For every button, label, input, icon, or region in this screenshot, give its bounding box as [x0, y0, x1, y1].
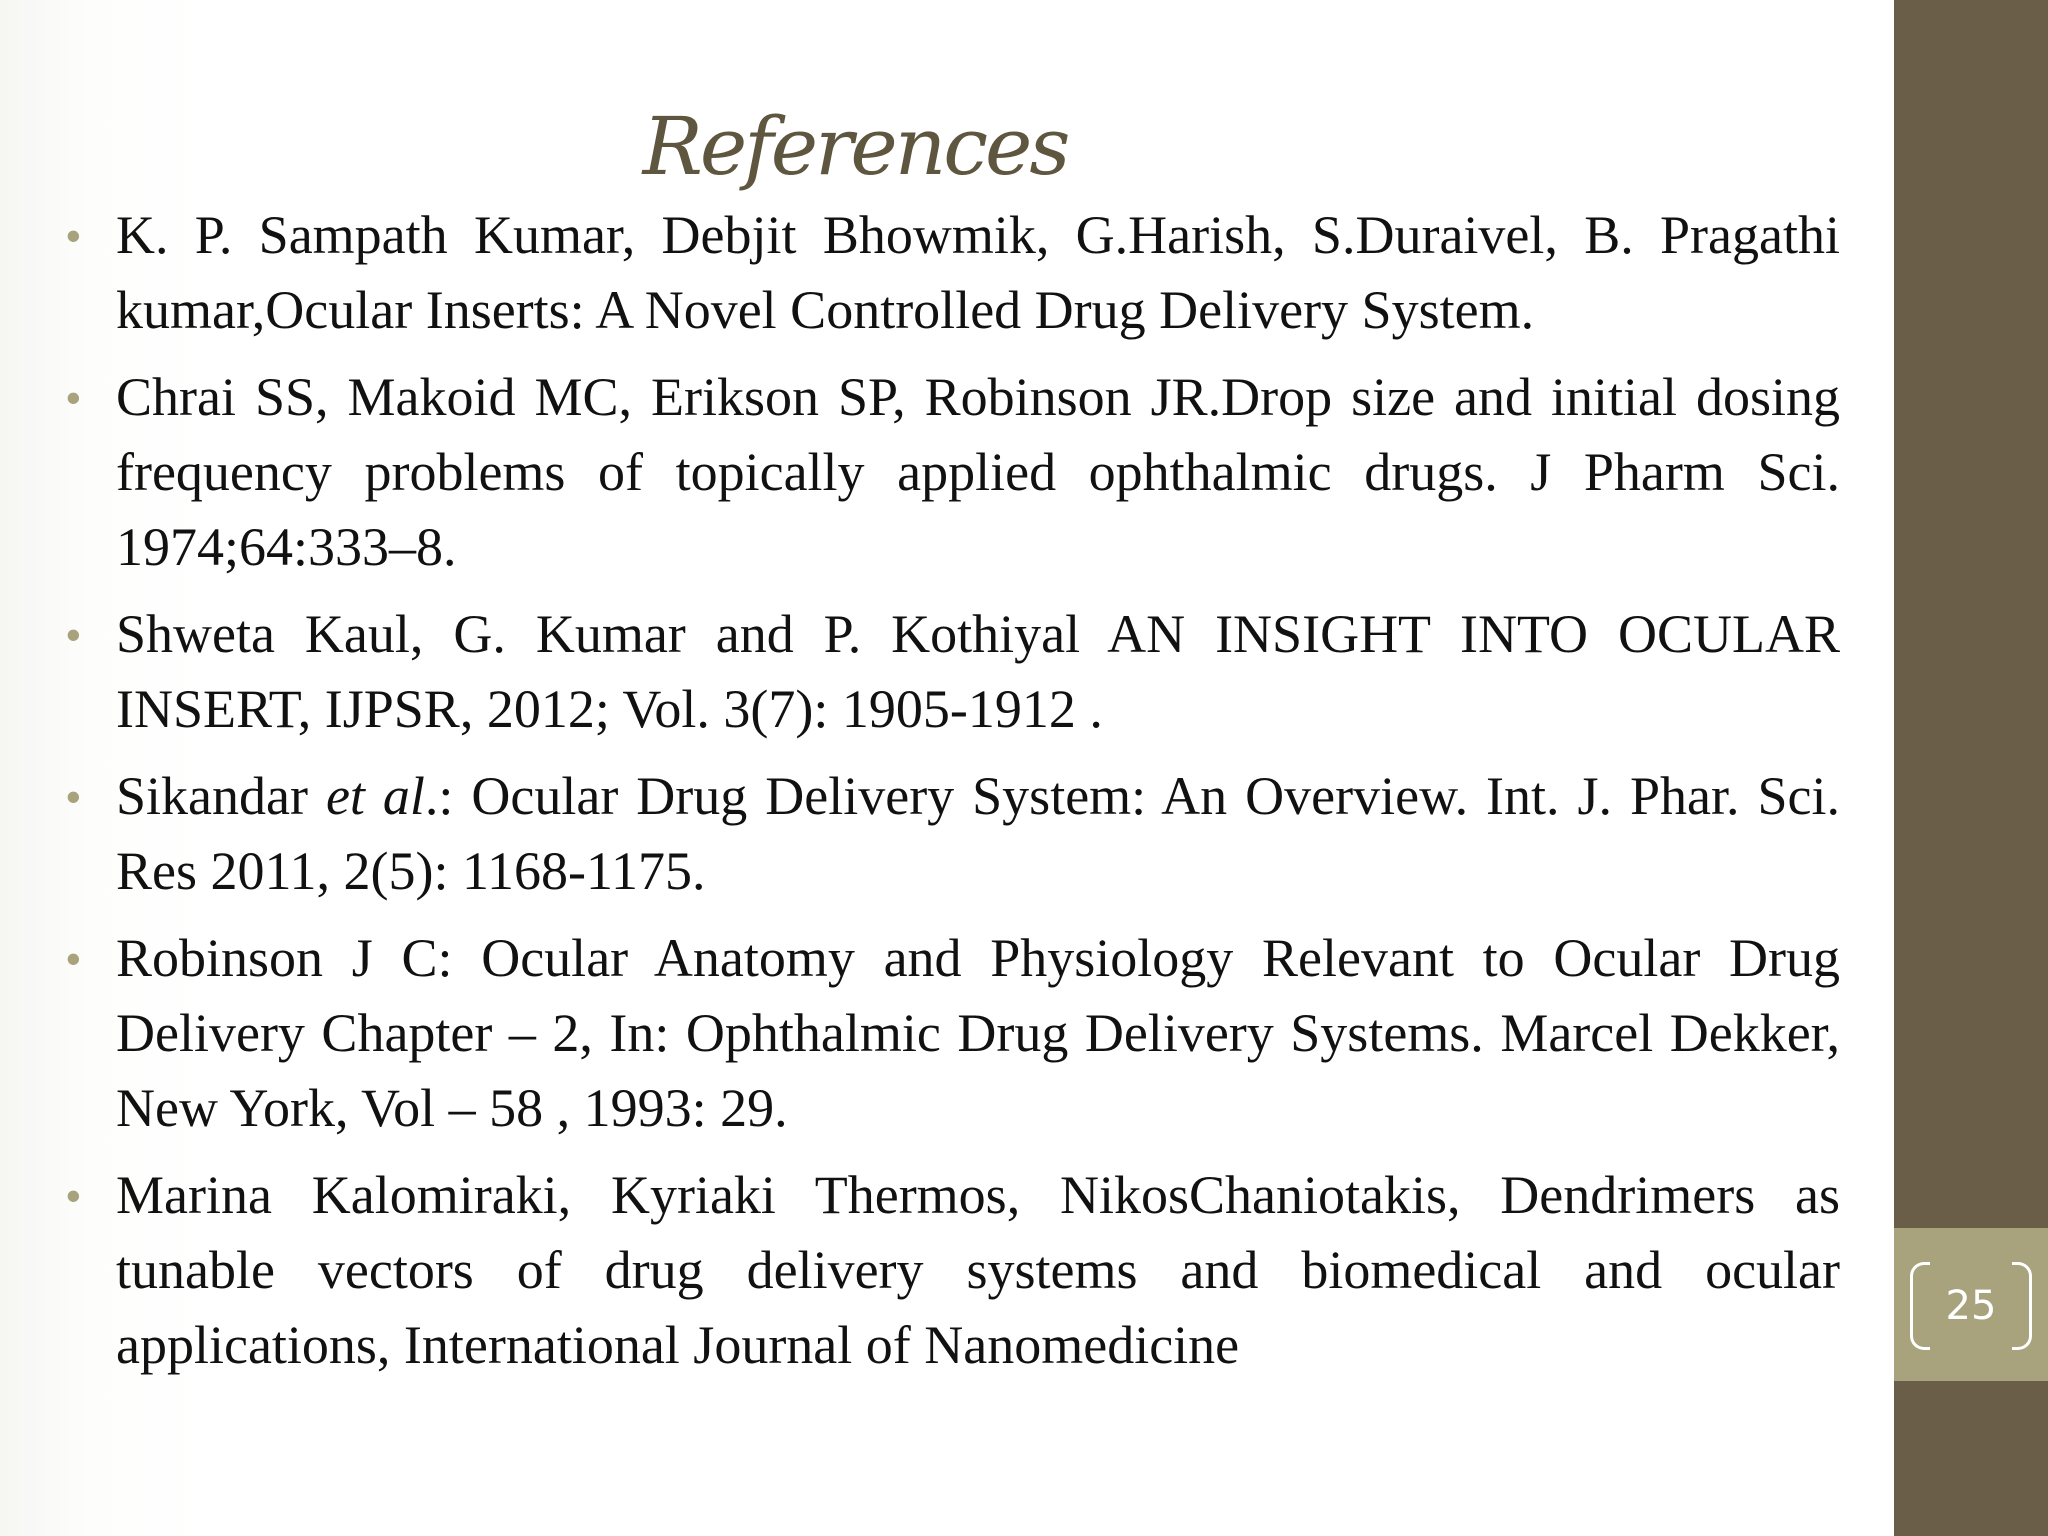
- reference-item: • Marina Kalomiraki, Kyriaki Thermos, NikosChaniotakis, Dendrimers as tunable vectors of drug delivery systems and biomedical and ocular applications, International Journal of Nanomedicine: [60, 1158, 1840, 1383]
- reference-item: • K. P. Sampath Kumar, Debjit Bhowmik, G.Harish, S.Duraivel, B. Pragathi kumar,Ocular Inserts: A Novel Controlled Drug Delivery System.: [60, 198, 1840, 348]
- reference-item: • Chrai SS, Makoid MC, Erikson SP, Robinson JR.Drop size and initial dosing frequency problems of topically applied ophthalmic drugs. J Pharm Sci. 1974;64:333–8.: [60, 360, 1840, 585]
- reference-text: Sikandar: [116, 766, 326, 826]
- right-bracket-shape: [2012, 1262, 2032, 1350]
- reference-item: [60, 759, 1840, 909]
- page-number: 25: [1945, 1283, 1997, 1329]
- left-bracket-shape: [1910, 1262, 1930, 1350]
- references-list: [60, 198, 1840, 1395]
- reference-text: .: Ocular Drug Delivery System: An Overview. Int. J. Phar. Sci. Res 2011, 2(5): 1168-1175.: [116, 766, 1841, 901]
- reference-italic-text: et al: [325, 766, 425, 826]
- slide-title: References: [642, 100, 1068, 193]
- reference-item: • Shweta Kaul, G. Kumar and P. Kothiyal AN INSIGHT INTO OCULAR INSERT, IJPSR, 2012; Vol. 3(7): 1905-1912 .: [60, 597, 1840, 747]
- reference-item: • Robinson J C: Ocular Anatomy and Physiology Relevant to Ocular Drug Delivery Chapter – 2, In: Ophthalmic Drug Delivery Systems. Marcel Dekker, New York, Vol – 58 , 1993: 29.: [60, 921, 1840, 1146]
